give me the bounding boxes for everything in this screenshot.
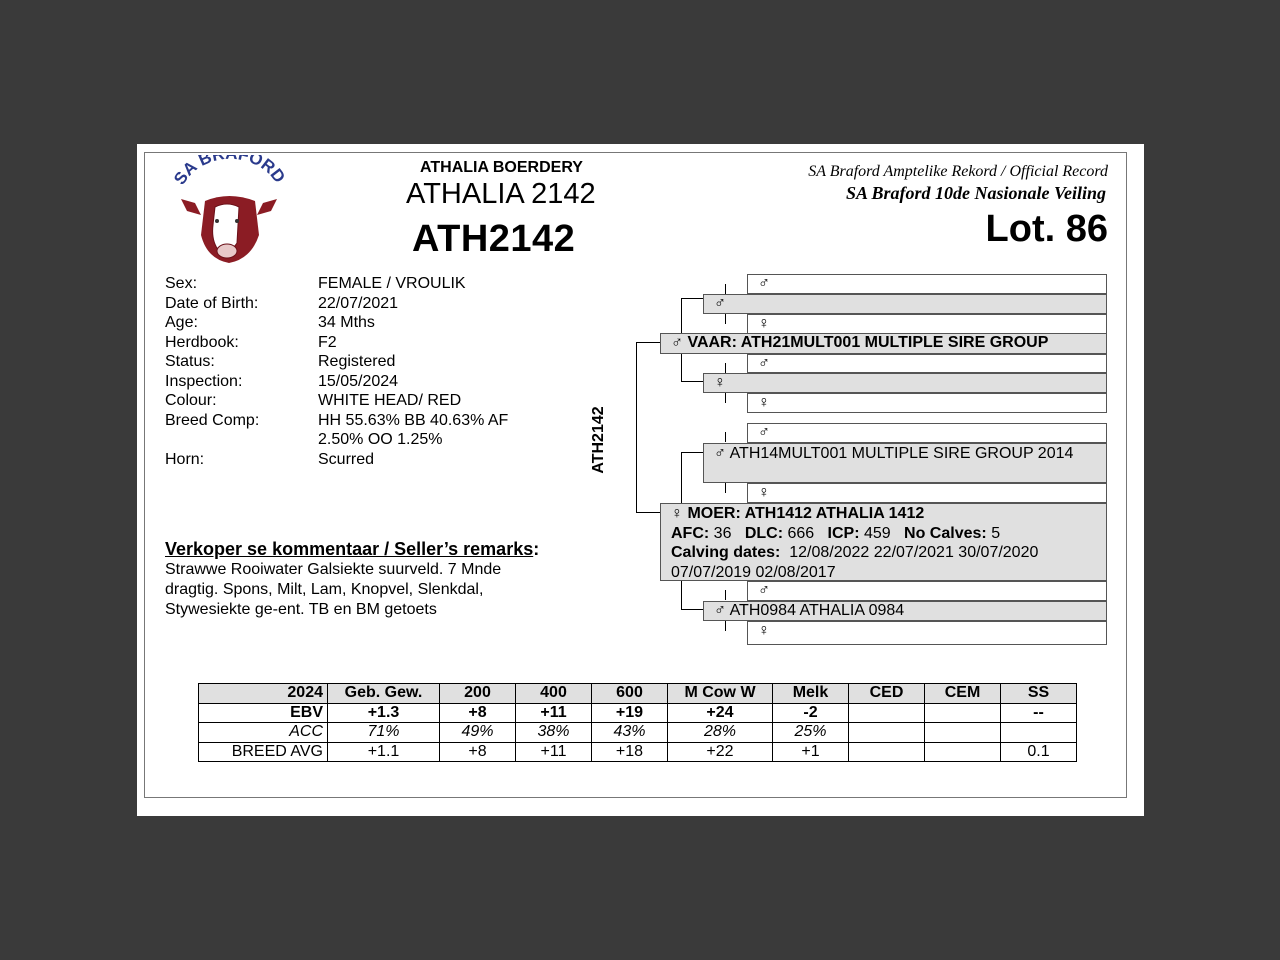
table-header-cell: 2024 [199,684,328,704]
dam-label: MOER: ATH1412 ATHALIA 1412 [687,505,925,522]
table-cell: +1.3 [328,703,440,723]
pedigree-animal-label: ATH2142 [590,406,607,474]
pedigree-connector [725,432,726,442]
pedigree-connector [681,580,682,610]
icp-value: 459 [863,524,891,542]
pedigree-connector [725,393,726,403]
table-header-cell: 400 [516,684,592,704]
pedigree-sire-dam [703,373,1107,393]
remarks-title [165,539,539,560]
pedigree-connector [725,363,726,373]
calving-label: Calving dates: [671,544,781,561]
table-cell: +8 [440,703,516,723]
table-cell: BREED AVG [199,742,328,762]
icp-label: ICP: [827,524,860,542]
male-symbol: ♂ [758,424,770,441]
farm-name: ATHALIA BOERDERY [420,159,583,176]
detail-value: HH 55.63% BB 40.63% AF 2.50% OO 1.25% [318,411,509,448]
detail-value: 34 Mths [318,314,375,331]
table-cell: 25% [773,723,849,743]
detail-label: Colour: [165,392,217,409]
logo-text: SA B ORD [170,155,289,189]
table-header-cell: CEM [925,684,1001,704]
dam-stats [671,524,1106,544]
afc-value: 36 [713,524,732,542]
table-cell: +1 [773,742,849,762]
table-cell [925,703,1001,723]
calving-dates [671,543,1106,582]
pedigree-sire-dam-dam [747,393,1107,413]
table-header-cell: 600 [592,684,668,704]
pedigree-sire-sire-sire [747,274,1107,294]
animal-name: ATHALIA 2142 [406,178,596,210]
female-symbol: ♀ [758,394,770,411]
detail-value: WHITE HEAD/ RED [318,392,462,409]
table-cell [925,723,1001,743]
detail-value: F2 [318,333,337,351]
female-symbol: ♀ [758,622,770,639]
pedigree-connector [681,609,703,610]
detail-value: Scurred [318,450,375,468]
remarks-colon: : [533,539,540,559]
detail-row [165,294,543,314]
table-cell: 28% [668,723,773,743]
dlc-value: 666 [787,524,815,542]
dlc-label: DLC: [744,524,784,542]
ebv-table [198,683,1077,762]
male-symbol: ♂ [714,602,726,619]
registration-number: ATH2142 [412,218,576,260]
table-cell: 43% [592,723,668,743]
acc-row [199,723,1077,743]
pedigree-dam-sire [703,443,1107,483]
detail-label: Breed Comp: [165,411,260,429]
table-cell: 0.1 [1001,742,1077,762]
table-cell [849,723,925,743]
pedigree-connector [725,314,726,324]
detail-row [165,391,543,411]
table-cell: +11 [516,703,592,723]
male-symbol: ♂ [714,445,726,462]
table-cell: +8 [440,742,516,762]
pedigree-dam-dam [703,601,1107,621]
detail-value: 22/07/2021 [318,294,399,312]
detail-value: 15/05/2024 [318,372,399,390]
male-symbol: ♂ [758,355,770,372]
female-symbol: ♀ [671,505,683,522]
detail-row [165,372,543,392]
table-cell: -2 [773,703,849,723]
pedigree-connector [681,452,682,507]
pedigree-connector [725,621,726,631]
remarks-title-text: Verkoper se kommentaar / Seller’s remarks [165,539,534,559]
detail-row [165,333,543,353]
table-cell [1001,723,1077,743]
pedigree-sire-sire-dam [747,314,1107,334]
female-symbol: ♀ [714,374,726,391]
detail-value: FEMALE / VROULIK [318,275,466,292]
pedigree-dam [660,503,1107,581]
detail-row [165,450,543,470]
female-symbol: ♀ [758,484,770,501]
table-cell: +11 [516,742,592,762]
detail-row [165,352,543,372]
table-cell: -- [1001,703,1077,723]
ebv-header-row [199,684,1077,704]
male-symbol: ♂ [671,334,683,351]
table-cell: +1.1 [328,742,440,762]
table-cell: ACC [199,723,328,743]
pedigree-connector [725,590,726,600]
calves-value: 5 [991,524,1001,542]
animal-details [165,274,543,469]
afc-label: AFC: [671,524,710,542]
male-symbol: ♂ [714,295,726,312]
detail-label: Age: [165,314,198,331]
sa-braford-logo [165,155,290,267]
official-record-label: SA Braford Amptelike Rekord / Official Record [808,163,1108,180]
table-cell: 38% [516,723,592,743]
detail-label: Inspection: [165,372,243,390]
svg-text:SA BRAFORD [170,155,289,188]
detail-label: Sex: [165,275,198,292]
pedigree-dam-sire-dam [747,483,1107,503]
detail-row [165,274,543,294]
calves-label: No Calves: [904,524,987,542]
dam-dam-label: ATH0984 ATHALIA 0984 [729,602,905,619]
pedigree-connector [636,342,660,343]
pedigree-dam-dam-sire [747,581,1107,601]
lot-number: Lot. 86 [985,208,1108,250]
detail-label: Status: [165,353,215,370]
detail-label: Horn: [165,450,205,468]
table-cell: +18 [592,742,668,762]
detail-row [165,313,543,333]
pedigree-dam-dam-dam [747,621,1107,645]
table-header-cell: Geb. Gew. [328,684,440,704]
female-symbol: ♀ [758,315,770,332]
table-cell: +19 [592,703,668,723]
table-cell: 49% [440,723,516,743]
male-symbol: ♂ [758,275,770,292]
table-header-cell: CED [849,684,925,704]
pedigree-sire-dam-sire [747,354,1107,373]
table-cell [849,703,925,723]
pedigree-dam-sire-sire [747,423,1107,443]
detail-row [165,411,543,450]
table-cell [849,742,925,762]
detail-value: Registered [318,353,396,370]
pedigree-connector [681,381,703,382]
dam-title [671,504,1106,524]
remarks-text: Strawwe Rooiwater Galsiekte suurveld. 7 Mnde dragtig. Spons, Milt, Lam, Knopvel, Slenkdal, Stywesiekte ge-ent. TB en BM getoets [165,561,502,618]
ebv-row [199,703,1077,723]
pedigree-connector [681,452,703,453]
table-header-cell: SS [1001,684,1077,704]
pedigree-connector [681,298,703,299]
table-cell: +24 [668,703,773,723]
auction-name: SA Braford 10de Nasionale Veiling [845,183,1106,203]
detail-label: Herdbook: [165,333,239,351]
table-cell: +22 [668,742,773,762]
table-header-cell: M Cow W [668,684,773,704]
breed-avg-row [199,742,1077,762]
table-cell: 71% [328,723,440,743]
pedigree-connector [725,483,726,493]
table-cell [925,742,1001,762]
dam-sire-label: ATH14MULT001 MULTIPLE SIRE GROUP 2014 [729,445,1074,462]
pedigree-sire [660,333,1107,354]
table-cell: EBV [199,703,328,723]
male-symbol: ♂ [758,582,770,599]
pedigree-sire-sire [703,294,1107,314]
pedigree-connector [636,512,660,513]
calving-values: 12/08/2022 22/07/2021 30/07/2020 07/07/2019 02/08/2017 [671,544,1039,581]
table-header-cell: 200 [440,684,516,704]
sire-label: VAAR: ATH21MULT001 MULTIPLE SIRE GROUP [687,334,1049,351]
pedigree-connector [636,342,637,513]
table-header-cell: Melk [773,684,849,704]
detail-label: Date of Birth: [165,294,259,312]
pedigree-connector [725,284,726,294]
